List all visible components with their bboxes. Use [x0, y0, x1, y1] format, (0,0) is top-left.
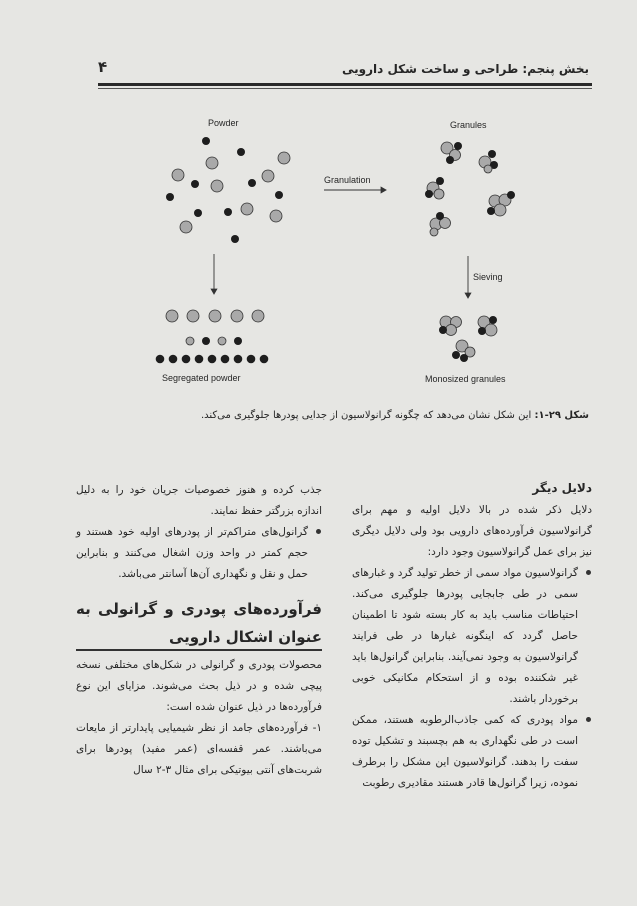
segregated-particles	[156, 310, 269, 363]
list-item	[352, 563, 578, 710]
monosized-granules	[439, 316, 497, 362]
reasons-list-continued	[76, 522, 322, 585]
intro-paragraph: دلایل ذکر شده در بالا دلایل اولیه و مهم برای گرانولاسیون فرآورده‌های دارویی بود ولی دلایل دیگری نیز برای عمل گرانولاسیون وجود دارد:	[352, 504, 592, 558]
bullet-text: گرانولاسیون مواد سمی از خطر تولید گرد و غبارهای سمی در طی جابجایی پودرها جلوگیری می‌کند. احتیاطات مناسب باید به کار بسته شود تا اطمینان حاصل گردد که اینگونه غبارها در طی فرایند گرانولاسیون به وجود نمی‌آیند. بنابراین گرانول‌ها باید غیر شکننده بوده و از استحکام مکانیکی خوبی برخوردار باشند.	[352, 567, 578, 705]
bullet-dot	[316, 529, 321, 534]
segregated-powder-label: Segregated powder	[162, 373, 241, 383]
granulation-figure	[140, 108, 570, 398]
figure-caption	[89, 410, 589, 421]
monosized-granules-label: Monosized granules	[425, 374, 506, 384]
other-reasons-heading: دلایل دیگر	[532, 481, 592, 495]
header-rule-thin	[98, 88, 592, 89]
list-item	[76, 522, 308, 585]
section-heading: فرآورده‌های پودری و گرانولی به عنوان اشکال دارویی	[76, 600, 322, 646]
sieving-label: Sieving	[473, 272, 503, 282]
numbered-item: ۱- فرآورده‌های جامد از نظر شیمیایی پایدارتر از مایعات می‌باشند. عمر قفسه‌ای (عمر مفید) پودرها برای شربت‌های آنتی بیوتیکی برای مثال ۳-۲ سال	[76, 721, 322, 776]
running-header-title: بخش پنجم: طراحی و ساخت شکل دارویی	[341, 62, 589, 76]
continuation-paragraph: جذب کرده و هنوز خصوصیات جریان خود را به دلیل اندازه بزرگتر حفظ نمایند.	[76, 484, 322, 517]
bullet-text: گرانول‌های متراکم‌تر از پودرهای اولیه خود هستند و حجم کمتر در واحد وزن اشغال می‌کنند و بنابراین حمل و نقل و نگهداری آن‌ها آسانتر می‌باشد.	[76, 526, 308, 580]
left-column	[76, 480, 322, 781]
granule-clusters	[425, 142, 515, 236]
reasons-list	[352, 563, 592, 794]
granules-label: Granules	[450, 120, 487, 130]
granulation-label: Granulation	[324, 175, 371, 185]
bullet-dot	[586, 570, 591, 575]
powder-label: Powder	[208, 118, 239, 128]
page-number: ۴	[98, 58, 108, 76]
bullet-dot	[586, 717, 591, 722]
caption-number: شکل ۲۹-۱:	[534, 410, 589, 421]
right-column	[352, 478, 592, 794]
header-rule	[98, 83, 592, 86]
caption-text: این شکل نشان می‌دهد که چگونه گرانولاسیون از جدایی پودرها جلوگیری می‌کند.	[200, 410, 535, 421]
bullet-text: مواد پودری که کمی جاذب‌الرطوبه هستند، ممکن است در طی نگهداری به هم بچسبند و تشکیل توده سفت را بدهند. گرانولاسیون این مشکل را برطرف نموده، زیرا گرانول‌ها قادر هستند مقادیری رطوبت	[352, 714, 578, 789]
section-intro-paragraph: محصولات پودری و گرانولی در شکل‌های مختلفی نسخه پیچی شده و در ذیل بحث می‌شوند. مزایای این نوع فرآورده‌ها در ذیل عنوان شده است:	[76, 658, 322, 713]
figure-drawing	[140, 108, 570, 398]
powder-particles	[166, 137, 290, 243]
list-item	[352, 710, 578, 794]
